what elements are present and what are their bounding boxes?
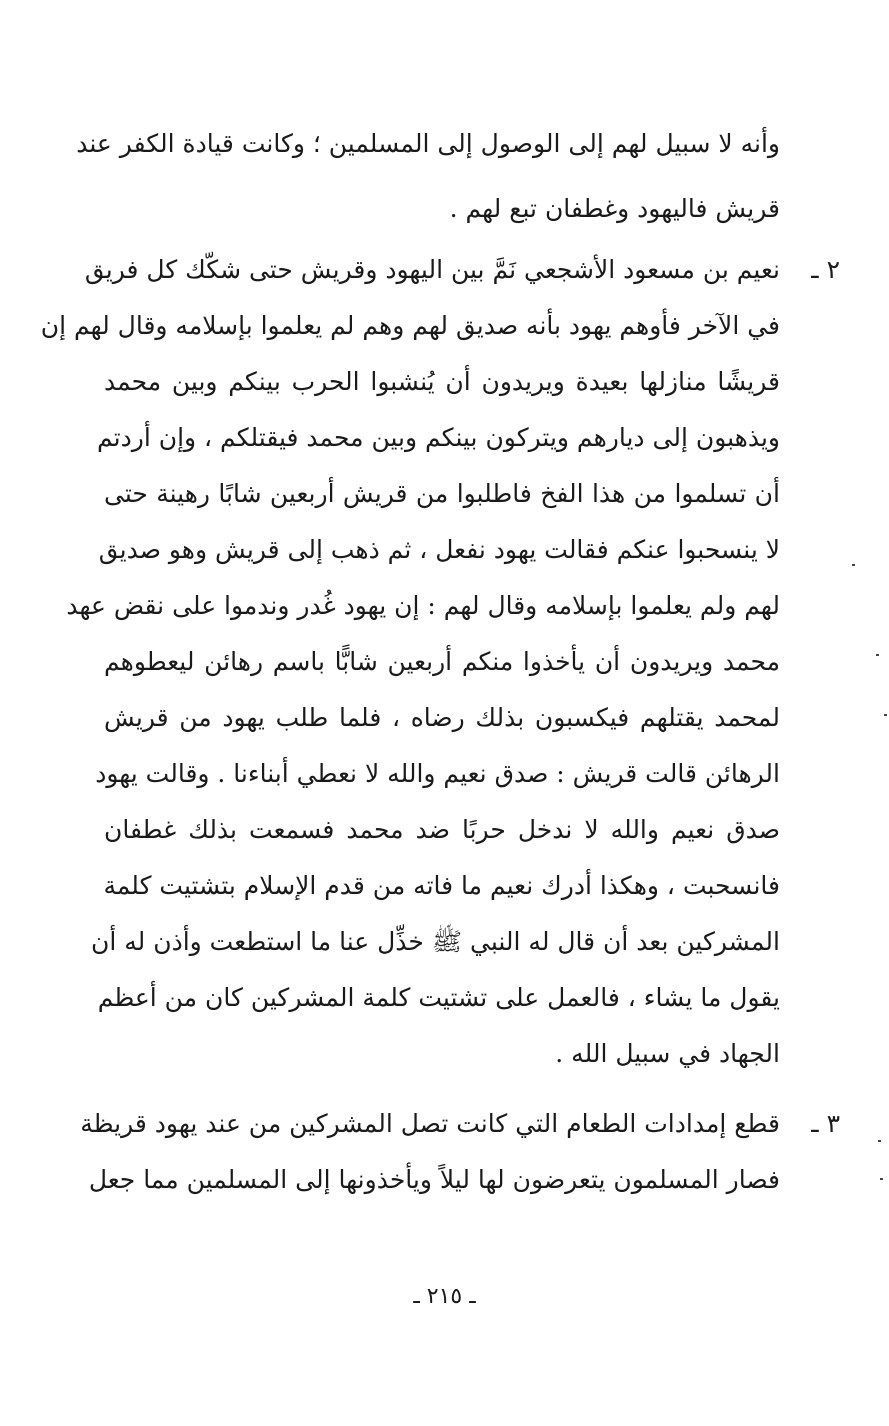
text-line: نعيم بن مسعود الأشجعي نَمَّ بين اليهود وقريش حتى شكّك كل فريق: [84, 255, 780, 284]
text-line: أن تسلموا من هذا الفخ فاطلبوا من قريش أربعين شابًا رهينة حتى: [104, 479, 780, 508]
item-number: ٢ ـ: [811, 255, 840, 284]
text-line: الرهائن قالت قريش : صدق نعيم والله لا نعطي أبناءنا . وقالت يهود: [95, 759, 780, 788]
text-line: قطع إمدادات الطعام التي كانت تصل المشركين من عند يهود قريظة: [80, 1109, 780, 1138]
scan-speck: [880, 1178, 883, 1180]
scan-speck: [878, 1140, 881, 1142]
scan-speck: [876, 654, 879, 656]
text-line: قريشًا منازلها بعيدة ويريدون أن يُنشبوا الحرب بينكم وبين محمد: [104, 367, 780, 396]
text-line: قريش فاليهود وغطفان تبع لهم .: [449, 194, 780, 223]
text-line: ويذهبون إلى ديارهم ويتركون بينكم وبين محمد فيقتلكم ، وإن أردتم: [97, 423, 780, 452]
text-line: وأنه لا سبيل لهم إلى الوصول إلى المسلمين ؛ وكانت قيادة الكفر عند: [76, 129, 780, 158]
scan-speck: [884, 714, 887, 716]
text-line: فانسحبت ، وهكذا أدرك نعيم ما فاته من قدم الإسلام بتشتيت كلمة: [103, 871, 780, 900]
text-line: في الآخر فأوهم يهود بأنه صديق لهم وهم لم يعلموا بإسلامه وقال لهم إن: [40, 311, 780, 340]
text-line: لمحمد يقتلهم فيكسبون بذلك رضاه ، فلما طلب يهود من قريش: [104, 703, 780, 732]
text-line: المشركين بعد أن قال له النبي ﷺ خذِّل عنا ما استطعت وأذن له أن: [90, 927, 780, 956]
item-number: ٣ ـ: [811, 1109, 840, 1138]
text-line: الجهاد في سبيل الله .: [555, 1039, 780, 1068]
text-line: لهم ولم يعلموا بإسلامه وقال لهم : إن يهود غُدر وندموا على نقض عهد: [66, 591, 780, 620]
scan-speck: [852, 564, 855, 566]
text-line: لا ينسحبوا عنكم فقالت يهود نفعل ، ثم ذهب إلى قريش وهو صديق: [98, 535, 780, 564]
page-number: ـ ٢١٥ ـ: [413, 1284, 476, 1309]
text-line: صدق نعيم والله لا ندخل حربًا ضد محمد فسمعت بذلك غطفان: [104, 815, 780, 844]
text-line: محمد ويريدون أن يأخذوا منكم أربعين شابًّا باسم رهائن ليعطوهم: [104, 647, 780, 676]
text-line: فصار المسلمون يتعرضون لها ليلاً ويأخذونها إلى المسلمين مما جعل: [88, 1165, 780, 1194]
text-line: يقول ما يشاء ، فالعمل على تشتيت كلمة المشركين كان من أعظم: [97, 983, 780, 1012]
